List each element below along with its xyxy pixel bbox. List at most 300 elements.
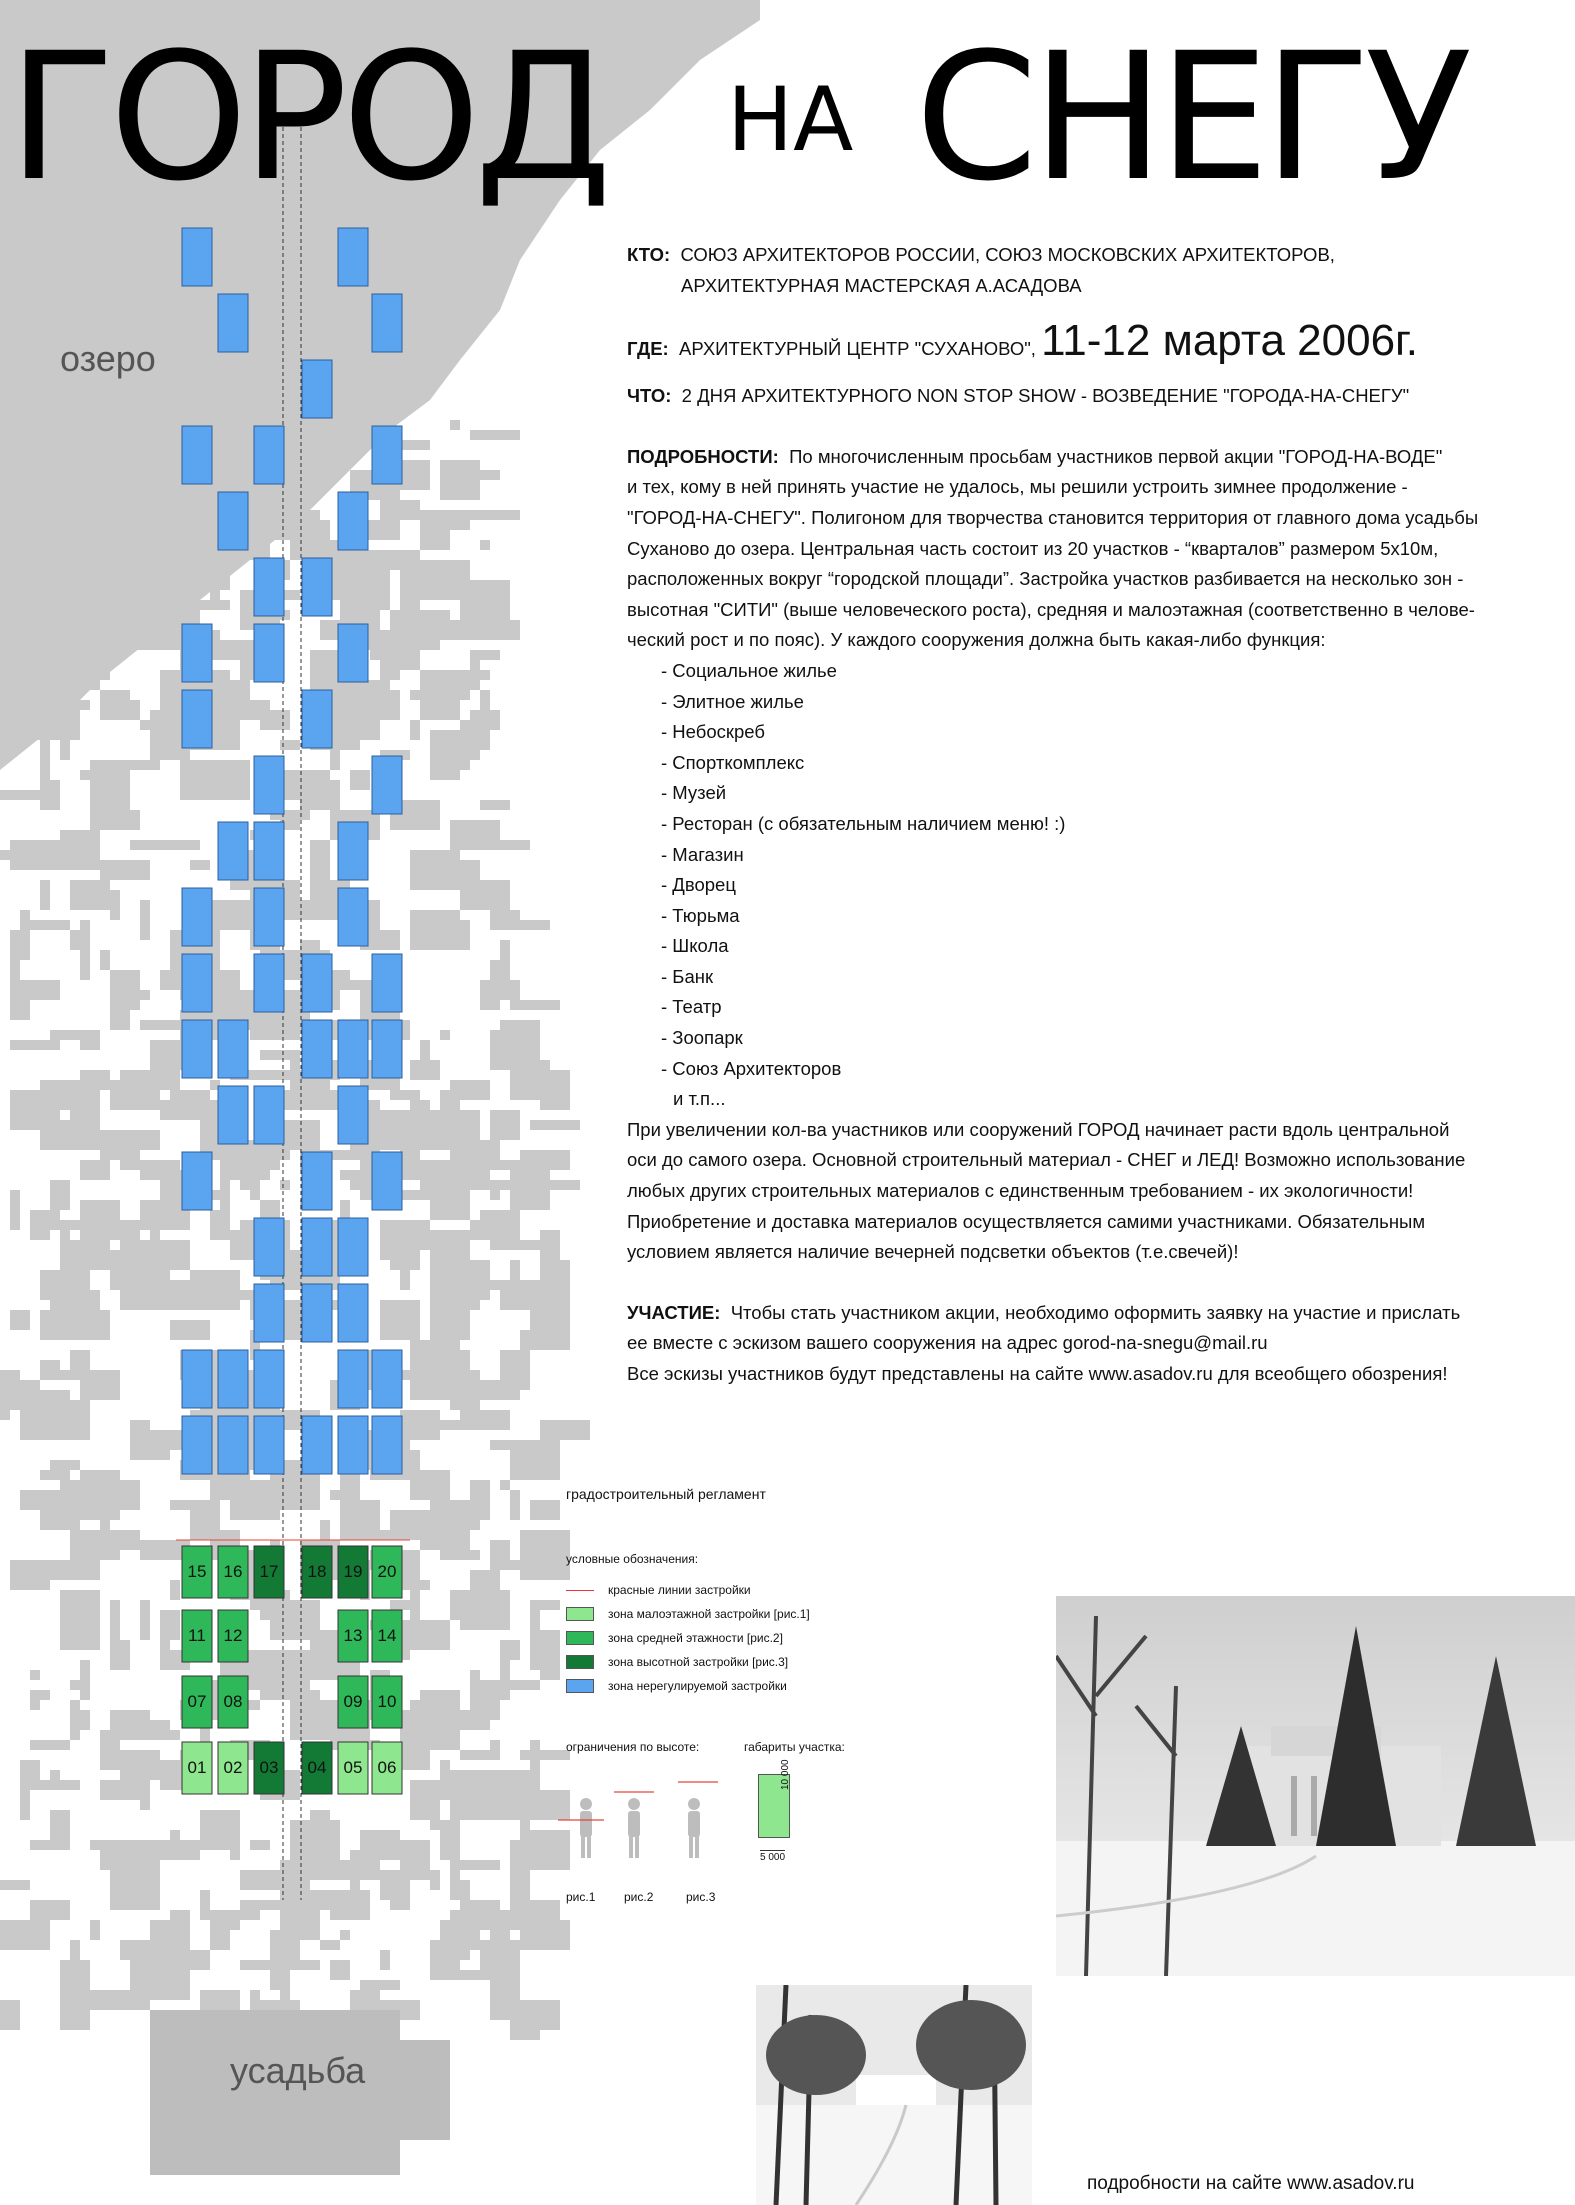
unregulated-plot: [254, 1284, 284, 1342]
terrain-block: [50, 1560, 100, 1580]
unregulated-plot: [254, 954, 284, 1012]
terrain-block: [50, 1030, 80, 1040]
terrain-block: [460, 1880, 470, 1900]
unregulated-plot: [338, 1020, 368, 1078]
terrain-block: [380, 550, 420, 570]
unregulated-plot: [254, 756, 284, 814]
unregulated-plot: [182, 888, 212, 946]
terrain-block: [70, 1940, 80, 1970]
terrain-block: [490, 1930, 510, 1970]
terrain-block: [140, 1020, 180, 1030]
terrain-block: [100, 700, 140, 720]
unregulated-plot: [302, 1020, 332, 1078]
terrain-block: [170, 1580, 180, 1600]
terrain-block: [280, 1860, 310, 1870]
terrain-block: [420, 1700, 440, 1710]
fig-label-2: рис.2: [624, 1890, 654, 1904]
terrain-block: [140, 1960, 190, 2000]
terrain-block: [240, 1290, 250, 1300]
lake-label: озеро: [60, 338, 156, 379]
terrain-block: [490, 1540, 510, 1570]
plot-number: 14: [377, 1626, 397, 1645]
unregulated-plot: [254, 1350, 284, 1408]
details-line: Приобретение и доставка материалов осуществляется самими участниками. Обязательным: [627, 1210, 1426, 1232]
terrain-block: [330, 1490, 360, 1500]
terrain-block: [520, 1840, 560, 1850]
terrain-block: [430, 1310, 470, 1340]
terrain-block: [530, 1120, 580, 1130]
list-item: - Социальное жилье: [661, 659, 837, 681]
terrain-block: [280, 1180, 290, 1190]
unregulated-plot: [372, 1152, 402, 1210]
terrain-block: [80, 960, 90, 980]
terrain-block: [440, 1030, 450, 1040]
terrain-block: [480, 800, 510, 810]
details-line: ПОДРОБНОСТИ: По многочисленным просьбам участников первой акции "ГОРОД-НА-ВОДЕ": [627, 445, 1443, 467]
unregulated-plot: [372, 954, 402, 1012]
terrain-block: [10, 1560, 50, 1590]
terrain-block: [510, 1000, 560, 1010]
terrain-block: [70, 1680, 80, 1690]
plot-width-dim: 5 000: [760, 1852, 786, 1863]
terrain-block: [500, 1660, 510, 1700]
estate-label: усадьба: [230, 2050, 366, 2091]
terrain-block: [10, 980, 60, 1000]
unregulated-plot: [302, 1152, 332, 1210]
terrain-block: [540, 1420, 590, 1440]
terrain-block: [410, 1100, 430, 1140]
terrain-block: [50, 1460, 80, 1470]
terrain-block: [500, 1350, 530, 1390]
unregulated-plot: [372, 294, 402, 352]
terrain-block: [110, 1010, 130, 1030]
terrain-block: [130, 1130, 160, 1150]
unregulated-plot: [218, 492, 248, 550]
terrain-block: [80, 1470, 120, 1480]
unregulated-plot: [182, 228, 212, 286]
estate-area: [150, 2010, 450, 2175]
terrain-block: [540, 1260, 570, 1290]
terrain-block: [190, 860, 210, 870]
terrain-block: [30, 700, 70, 710]
terrain-block: [280, 1890, 330, 1910]
terrain-block: [120, 1280, 150, 1310]
unregulated-plot: [254, 888, 284, 946]
terrain-block: [70, 1710, 90, 1730]
list-item: - Банк: [661, 965, 714, 987]
terrain-block: [400, 1250, 410, 1290]
unregulated-plot: [182, 1020, 212, 1078]
terrain-block: [210, 780, 250, 800]
terrain-block: [400, 1220, 430, 1240]
unregulated-plot: [302, 954, 332, 1012]
details-line: и тех, кому в ней принять участие не удалось, мы решили устроить зимнее продолжение -: [627, 476, 1408, 498]
terrain-block: [140, 640, 180, 650]
list-item: - Зоопарк: [661, 1027, 743, 1049]
unregulated-plot: [254, 624, 284, 682]
terrain-block: [410, 610, 430, 640]
terrain-block: [40, 1310, 50, 1340]
terrain-block: [160, 1640, 170, 1660]
terrain-block: [430, 1250, 450, 1290]
unregulated-plot: [372, 1350, 402, 1408]
terrain-block: [420, 1040, 430, 1060]
terrain-block: [80, 1070, 110, 1090]
terrain-block: [420, 510, 450, 550]
terrain-block: [120, 1150, 140, 1170]
terrain-block: [10, 590, 60, 610]
terrain-block: [520, 1750, 570, 1760]
list-item: - Тюрьма: [661, 904, 740, 926]
list-item: - Союз Архитекторов: [661, 1057, 842, 1079]
low-zone-swatch: [566, 1607, 594, 1621]
terrain-block: [510, 1450, 520, 1480]
terrain-block: [80, 630, 120, 640]
unregulated-plot: [338, 492, 368, 550]
terrain-block: [10, 1310, 30, 1330]
terrain-block: [220, 570, 230, 590]
unregulated-plot: [338, 1350, 368, 1408]
terrain-block: [500, 1640, 520, 1660]
terrain-block: [470, 430, 520, 440]
terrain-block: [10, 930, 30, 960]
terrain-block: [430, 1500, 480, 1530]
details-line: расположенных вокруг “городской площади”. Застройка участков разбивается на несколько зон -: [627, 568, 1464, 590]
terrain-block: [30, 1690, 40, 1710]
plot-number: 01: [187, 1758, 207, 1777]
terrain-block: [470, 1180, 510, 1190]
list-item: - Школа: [661, 935, 729, 957]
terrain-block: [130, 1240, 140, 1250]
terrain-block: [30, 1740, 50, 1750]
terrain-block: [70, 1530, 120, 1560]
terrain-block: [110, 570, 120, 610]
terrain-block: [440, 460, 480, 500]
terrain-block: [510, 1060, 550, 1100]
terrain-block: [110, 1870, 160, 1910]
plot-number: 09: [343, 1692, 363, 1711]
terrain-block: [100, 950, 110, 970]
terrain-block: [30, 630, 60, 640]
terrain-block: [470, 670, 490, 680]
terrain-block: [460, 1410, 510, 1430]
terrain-block: [380, 1530, 430, 1540]
person-icon: [688, 1798, 700, 1858]
list-item: - Театр: [661, 996, 722, 1018]
terrain-block: [510, 1210, 520, 1250]
list-item: - Небоскреб: [661, 721, 765, 743]
terrain-block: [0, 1380, 10, 1420]
terrain-block: [440, 1930, 470, 1940]
unregulated-plot: [338, 228, 368, 286]
terrain-block: [40, 1390, 70, 1410]
unregulated-plot: [254, 1086, 284, 1144]
terrain-block: [450, 1910, 480, 1920]
terrain-block: [110, 1080, 160, 1110]
plot-number: 03: [259, 1758, 279, 1777]
terrain-block: [460, 1750, 500, 1760]
terrain-block: [340, 1500, 380, 1540]
terrain-block: [300, 430, 320, 470]
terrain-block: [520, 1800, 530, 1840]
terrain-block: [70, 1350, 90, 1370]
terrain-block: [430, 1820, 450, 1830]
unregulated-plot: [302, 690, 332, 748]
details-line: Суханово до озера. Центральная часть состоит из 20 участков - “кварталов” размером 5х10м,: [627, 537, 1439, 559]
terrain-block: [0, 1880, 30, 1890]
unregulated-plot: [182, 426, 212, 484]
unregulated-plot: [218, 1086, 248, 1144]
terrain-block: [460, 880, 510, 910]
details-line: При увеличении кол-ва участников или сооружений ГОРОД начинает расти вдоль центральной: [627, 1118, 1450, 1140]
terrain-block: [450, 700, 460, 710]
terrain-block: [140, 1720, 170, 1740]
unregulated-plot: [338, 822, 368, 880]
unregulated-plot: [338, 1086, 368, 1144]
legend: [566, 1578, 1046, 1698]
terrain-block: [40, 740, 50, 780]
terrain-block: [490, 1190, 500, 1200]
footer-link[interactable]: подробности на сайте www.asadov.ru: [1087, 2173, 1415, 2194]
terrain-block: [50, 1180, 70, 1210]
details-line: высотная "СИТИ" (выше человеческого роста), средняя и малоэтажная (соответственно в челове-: [627, 598, 1475, 620]
terrain-block: [170, 1910, 190, 1920]
list-item: - Дворец: [661, 874, 736, 896]
unregulated-plot: [302, 1284, 332, 1342]
plot-number: 13: [343, 1626, 363, 1645]
terrain-block: [530, 1600, 560, 1610]
plot-number: 02: [223, 1758, 243, 1777]
list-item: - Элитное жилье: [661, 690, 804, 712]
terrain-block: [210, 570, 220, 600]
terrain-block: [170, 530, 200, 550]
what-line: ЧТО: 2 ДНЯ АРХИТЕКТУРНОГО NON STOP SHOW - ВОЗВЕДЕНИЕ "ГОРОДА-НА-СНЕГУ": [627, 385, 1410, 407]
list-item: - Музей: [661, 782, 727, 804]
terrain-block: [490, 1030, 510, 1070]
terrain-block: [200, 1280, 240, 1300]
terrain-block: [540, 1450, 550, 1480]
unregulated-plot: [302, 1218, 332, 1276]
page-title: [0, 0, 1575, 220]
terrain-block: [130, 440, 140, 460]
terrain-block: [470, 510, 520, 520]
terrain-block: [340, 1200, 350, 1220]
terrain-block: [40, 1360, 60, 1380]
title-word-3: СНЕГУ: [915, 15, 1467, 220]
regulation-title: градостроительный регламент: [566, 1486, 766, 1502]
terrain-block: [30, 1670, 40, 1680]
participation-line: Все эскизы участников будут представлены на сайте www.asadov.ru для всеобщего обозрения!: [627, 1363, 1448, 1384]
terrain-block: [160, 1100, 190, 1120]
terrain-block: [210, 1910, 240, 1930]
terrain-block: [290, 1820, 340, 1860]
terrain-block: [30, 1230, 50, 1240]
terrain-block: [380, 640, 400, 680]
terrain-block: [50, 1310, 80, 1340]
terrain-block: [160, 670, 180, 710]
terrain-block: [200, 1890, 210, 1920]
terrain-block: [480, 540, 490, 550]
title-word-1: ГОРОД: [8, 15, 607, 220]
terrain-block: [40, 1110, 60, 1150]
terrain-block: [520, 1330, 570, 1350]
terrain-block: [450, 1150, 490, 1180]
terrain-block: [80, 680, 100, 690]
terrain-block: [140, 1600, 150, 1640]
terrain-block: [100, 1730, 110, 1770]
terrain-block: [10, 1190, 20, 1230]
terrain-block: [150, 1920, 190, 1960]
terrain-block: [470, 1680, 500, 1720]
terrain-block: [50, 1270, 90, 1300]
terrain-block: [120, 1750, 160, 1780]
legend-item: зона высотной застройки [рис.3]: [566, 1650, 1046, 1674]
terrain-block: [440, 1550, 480, 1560]
plot-number: 10: [377, 1692, 397, 1711]
terrain-block: [150, 840, 200, 850]
terrain-block: [460, 690, 470, 700]
unregulated-plot: [338, 624, 368, 682]
terrain-block: [450, 1290, 470, 1310]
terrain-block: [490, 1110, 520, 1140]
unregulated-plot: [254, 558, 284, 616]
mid-zone-swatch: [566, 1631, 594, 1645]
terrain-block: [290, 1690, 320, 1720]
terrain-block: [320, 1940, 340, 1950]
terrain-block: [50, 1810, 70, 1850]
terrain-block: [60, 830, 100, 870]
terrain-block: [10, 490, 20, 530]
unregulated-plot: [372, 426, 402, 484]
unregulated-plot: [302, 360, 332, 418]
terrain-block: [100, 1520, 110, 1530]
terrain-block: [330, 750, 340, 770]
terrain-block: [30, 1210, 60, 1230]
unregulated-plot: [182, 690, 212, 748]
terrain-block: [60, 740, 70, 760]
plot-number: 18: [307, 1562, 327, 1581]
terrain-block: [390, 690, 400, 720]
terrain-block: [470, 1670, 480, 1680]
unregulated-plot: [254, 426, 284, 484]
unregulated-plot: [218, 294, 248, 352]
plot-number: 17: [259, 1562, 279, 1581]
terrain-block: [380, 1950, 390, 1970]
terrain-block: [440, 1760, 450, 1800]
list-item: - Ресторан (с обязательным наличием меню! :): [661, 812, 1066, 834]
terrain-block: [460, 1950, 470, 1960]
red-line-swatch: [566, 1590, 594, 1591]
terrain-block: [30, 1780, 80, 1790]
terrain-block: [470, 710, 500, 730]
plot-number: 12: [223, 1626, 243, 1645]
terrain-block: [480, 1210, 510, 1220]
terrain-block: [90, 1090, 100, 1130]
terrain-block: [460, 1590, 510, 1630]
terrain-block: [40, 1080, 80, 1110]
terrain-block: [70, 880, 110, 910]
terrain-block: [270, 1970, 290, 1990]
list-item: - Спорткомплекс: [661, 751, 805, 773]
plot-number: 06: [377, 1758, 397, 1777]
terrain-block: [80, 1200, 120, 1220]
terrain-block: [70, 930, 90, 950]
plot-number: 11: [188, 1626, 206, 1645]
terrain-block: [430, 740, 460, 780]
terrain-block: [60, 1240, 110, 1270]
terrain-block: [290, 1720, 320, 1740]
terrain-block: [110, 480, 140, 520]
plot-size-title: габариты участка:: [744, 1740, 845, 1754]
terrain-block: [410, 1580, 420, 1620]
terrain-block: [120, 1070, 140, 1080]
unregulated-plot: [302, 1416, 332, 1474]
unregulated-plot: [338, 1284, 368, 1342]
terrain-block: [90, 1840, 100, 1850]
unregulated-plot: [182, 954, 212, 1012]
terrain-block: [230, 680, 250, 720]
fig-label-3: рис.3: [686, 1890, 716, 1904]
free-zone-swatch: [566, 1679, 594, 1693]
terrain-block: [190, 1300, 220, 1310]
terrain-block: [400, 440, 430, 450]
terrain-block: [270, 1600, 290, 1620]
terrain-block: [380, 1880, 390, 1900]
person-icon: [628, 1798, 640, 1858]
terrain-block: [70, 1220, 120, 1230]
participation-line: ее вместе с эскизом вашего сооружения на адрес gorod-na-snegu@mail.ru: [627, 1332, 1268, 1354]
terrain-block: [340, 1930, 350, 1940]
terrain-block: [360, 1830, 400, 1860]
unregulated-plot: [338, 1218, 368, 1276]
terrain-block: [0, 2000, 20, 2030]
terrain-block: [350, 1990, 380, 2010]
terrain-block: [60, 1990, 100, 2010]
terrain-block: [320, 1860, 350, 1870]
terrain-block: [500, 1790, 530, 1800]
terrain-block: [450, 820, 500, 850]
terrain-block: [390, 1090, 420, 1100]
terrain-block: [220, 460, 230, 480]
terrain-block: [470, 1920, 480, 1950]
terrain-block: [520, 1540, 570, 1580]
terrain-block: [40, 1470, 70, 1480]
terrain-block: [210, 1930, 230, 1950]
terrain-block: [470, 620, 520, 640]
unregulated-plot: [254, 1218, 284, 1276]
terrain-block: [530, 1180, 580, 1190]
unregulated-plot: [338, 888, 368, 946]
terrain-block: [80, 700, 90, 710]
title-word-2: НА: [727, 68, 854, 171]
terrain-block: [380, 500, 420, 520]
terrain-block: [430, 1970, 480, 1980]
terrain-block: [350, 770, 370, 790]
unregulated-plot: [182, 624, 212, 682]
terrain-block: [90, 1480, 140, 1510]
terrain-block: [110, 890, 120, 920]
terrain-block: [110, 1600, 120, 1640]
terrain-block: [410, 1780, 440, 1820]
unregulated-plot: [218, 1416, 248, 1474]
terrain-block: [510, 1260, 520, 1280]
unregulated-plot: [254, 1416, 284, 1474]
details-line: "ГОРОД-НА-СНЕГУ". Полигоном для творчества становится территория от главного дома усадьбы: [627, 506, 1479, 528]
terrain-block: [40, 1270, 50, 1300]
terrain-block: [210, 1210, 230, 1240]
terrain-block: [110, 1640, 130, 1670]
terrain-block: [60, 1220, 70, 1240]
